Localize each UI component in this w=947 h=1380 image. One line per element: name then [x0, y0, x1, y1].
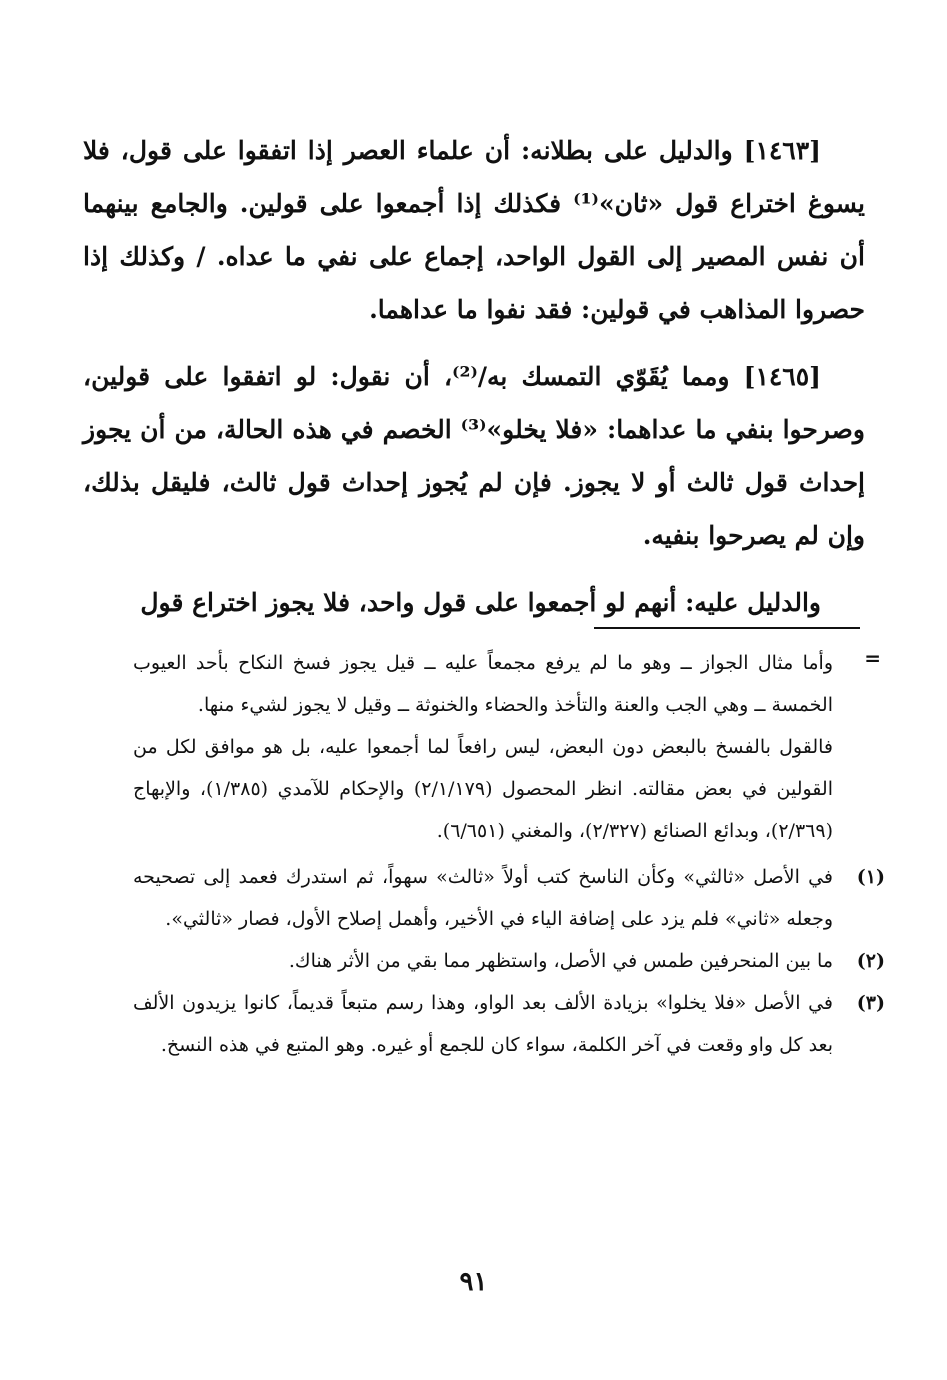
main-paragraph-1465: [١٤٦٥] ومما يُقَوّي التمسك به/⁽²⁾، أن نقول: لو اتفقوا على قولين، وصرحوا بنفي ما عداهما: «فلا يخلو»⁽³⁾ الخصم في هذه الحالة، من أن يجوز إحداث قول ثالث أو لا يجوز. فإن لم يُجوز إحداث قول ثالث، فليقل بذلك، وإن لم يصرحوا بنفيه. — [83, 362, 865, 550]
footnote-3 — [133, 982, 885, 1066]
footnote-continuation-paragraph: وأما مثال الجواز ــ وهو ما لم يرفع مجمعاً عليه ــ قيل يجوز فسخ النكاح بأحد العيوب الخمسة ــ وهي الجب والعنة والتأخذ والحضاء والخنوثة ــ وقيل لا يجوز لشيء منها. — [133, 652, 833, 716]
page-number: ٩١ — [459, 1267, 488, 1297]
footnotes — [133, 642, 885, 1066]
footnote-number: (٢) — [856, 950, 885, 972]
footnote-number: (٣) — [856, 992, 885, 1014]
footnote-continuation-mark: = — [864, 646, 881, 670]
footnote-text: في الأصل «فلا يخلوا» بزيادة الألف بعد الواو، وهذا رسم متبعاً قديماً، كانوا يزيدون الألف بعد كل واو وقعت في آخر الكلمة، سواء كان للجمع أو غيره. وهو المتبع في هذه النسخ. — [133, 992, 833, 1056]
main-text — [83, 124, 865, 629]
footnote-text: ما بين المنحرفين طمس في الأصل، واستظهر مما بقي من الأثر هناك. — [288, 950, 833, 972]
footnote-number: (١) — [856, 866, 885, 888]
main-paragraph-evidence: والدليل عليه: أنهم لو أجمعوا على قول واحد، فلا يجوز اختراع قول — [140, 588, 821, 617]
footnote-2 — [133, 940, 885, 982]
footnote-continuation-paragraph: فالقول بالفسخ بالبعض دون البعض، ليس رافعاً لما أجمعوا عليه، بل هو موافق لكل من القولين في بعض مقالته. انظر المحصول (٢/١/١٧٩) والإحكام للآمدي (١/٣٨٥)، والإبهاج (٢/٣٦٩)، وبدائع الصنائع (٢/٣٢٧)، والمغني (٦/٦٥١). — [133, 736, 833, 842]
footnote-separator — [594, 627, 860, 629]
main-paragraph-1463: [١٤٦٣] والدليل على بطلانه: أن علماء العصر إذا اتفقوا على قول، فلا يسوغ اختراع قول «ثان»⁽¹⁾ فكذلك إذا أجمعوا على قولين. والجامع بينهما أن نفس المصير إلى القول الواحد، إجماع على نفي ما عداه. / وكذلك إذا حصروا المذاهب في قولين: فقد نفوا ما عداهما. — [83, 136, 865, 324]
footnote-text: في الأصل «ثالثي» وكأن الناسخ كتب أولاً «ثالث» سهواً، ثم استدرك فعمد إلى تصحيحه وجعله «ثاني» فلم يزد على إضافة الياء في الأخير، وأهمل إصلاح الأول، فصار «ثالثي». — [133, 866, 833, 930]
footnote-1 — [133, 856, 885, 940]
